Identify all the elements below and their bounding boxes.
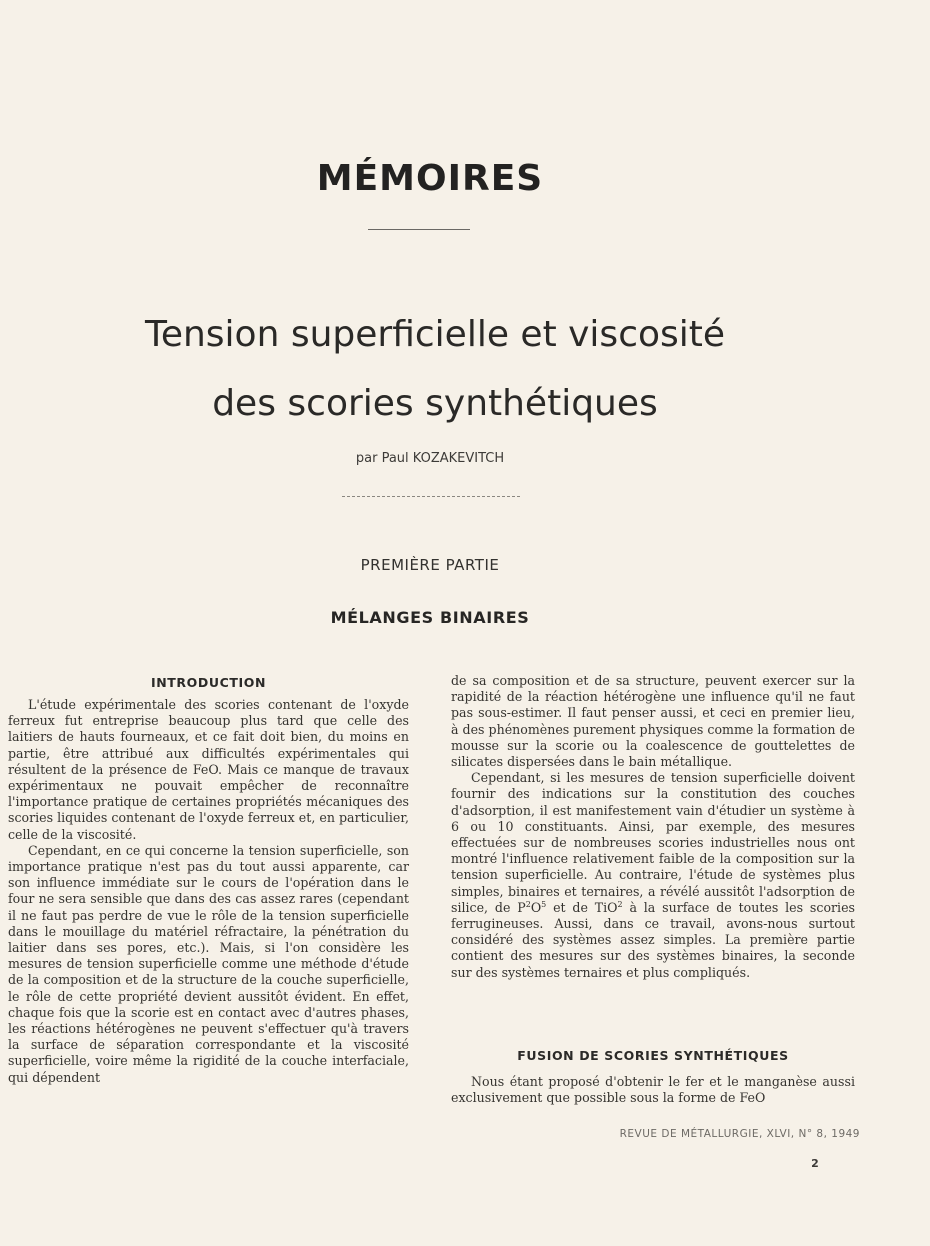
right-column (451, 673, 855, 981)
text-run: O (530, 899, 542, 915)
heading-rule (368, 229, 470, 230)
author-line: par Paul KOZAKEVITCH (355, 451, 505, 466)
article-title-line-2: des scories synthétiques (212, 383, 658, 424)
right-column-continued (451, 1074, 855, 1106)
text-run: à la surface de toutes les scories ferrugineuses. Aussi, dans ce travail, avons-nous surtout considéré des systèmes assez simples. La première partie contient des mesures sur des systèmes binaires, la seconde sur des systèmes ternaires et plus compliqués. (451, 899, 855, 980)
right-paragraph-1: de sa composition et de sa structure, peuvent exercer sur la rapidité de la réaction hétérogène une influence qu'il ne faut pas sous-estimer. Il faut penser aussi, et ceci en premier lieu, à des phénomènes purement physiques comme la formation de mousse sur la scorie ou la coalescence de gouttelettes de silicates dispersées dans le bain métallique. (451, 673, 855, 770)
superscript: 2 (525, 899, 531, 909)
right-paragraph-3: Nous étant proposé d'obtenir le fer et le manganèse aussi exclusivement que possible sous la forme de FeO (451, 1074, 855, 1106)
right-paragraph-2 (451, 770, 855, 981)
author-rule (342, 496, 520, 497)
text-run: et de TiO (546, 899, 618, 915)
left-paragraph-1: L'étude expérimentale des scories contenant de l'oxyde ferreux fut entreprise beaucoup plus tard que celle des laitiers de hauts fourneaux, et ce fait doit bien, du moins en partie, être attribué aux difficultés expérimentales qui résultent de la présence de FeO. Mais ce manque de travaux expérimentaux ne pouvait empêcher de reconnaître l'importance pratique de certaines propriétés mécaniques des scories liquides contenant de l'oxyde ferreux et, en particulier, celle de la viscosité. (8, 697, 409, 842)
page-number: 2 (811, 1157, 819, 1170)
fusion-heading: FUSION DE SCORIES SYNTHÉTIQUES (517, 1048, 789, 1063)
section-heading: MÉMOIRES (316, 158, 544, 199)
superscript: 5 (541, 899, 547, 909)
article-title-line-1: Tension superficielle et viscosité (144, 314, 726, 355)
superscript: 2 (617, 899, 623, 909)
left-paragraph-2: Cependant, en ce qui concerne la tension superficielle, son importance pratique n'est pas du tout aussi apparente, car son influence immédiate sur le cours de l'opération dans le four ne sera sensible que dans des cas assez rares (cependant il ne faut pas perdre de vue le rôle de la tension superficielle dans le mouillage du matériel réfractaire, la pénétration du laitier dans ses pores, etc.). Mais, si l'on considère les mesures de tension superficielle comme une méthode d'étude de la composition et de la structure de la couche superficielle, le rôle de cette propriété devient aussitôt évident. En effet, chaque fois que la scorie est en contact avec d'autres phases, les réactions hétérogènes ne peuvent s'effectuer qu'à travers la surface de séparation correspondante et la viscosité superficielle, voire même la rigidité de la couche interfaciale, qui dépendent (8, 842, 409, 1085)
journal-footer: REVUE DE MÉTALLURGIE, XLVI, N° 8, 1949 (619, 1128, 860, 1140)
left-column (8, 697, 409, 1086)
introduction-heading: INTRODUCTION (150, 675, 267, 690)
part-subtitle: MÉLANGES BINAIRES (330, 608, 530, 627)
text-run: Cependant, si les mesures de tension superficielle doivent fournir des indications sur la constitution des couches d'adsorption, il est manifestement vain d'étudier un système à 6 ou 10 constituants. Ainsi, par exemple, des mesures effectuées sur de nombreuses scories industrielles nous ont montré l'influence relativement faible de la composition sur la tension superficielle. Au contraire, l'étude de systèmes plus simples, binaires et ternaires, a révélé aussitôt l'adsorption de silice, de P (451, 770, 855, 915)
part-heading: PREMIÈRE PARTIE (360, 556, 500, 574)
